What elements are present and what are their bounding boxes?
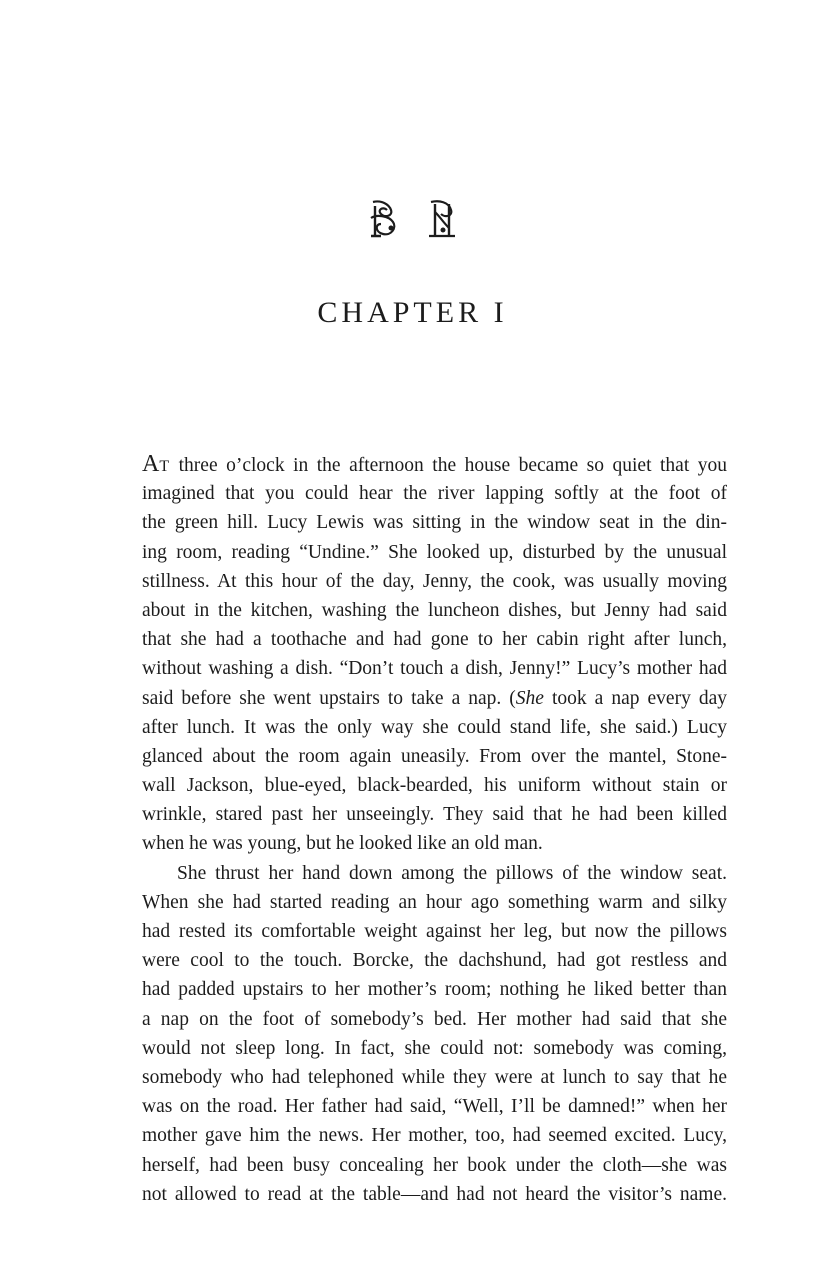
paragraph-line: when he was young, but he looked like an old man. [142,833,543,855]
paragraph-line: that she had a toothache and had gone to her cabin right after lunch, [142,629,727,651]
chapter-title: CHAPTER I [317,296,508,329]
paragraph-line: She thrust her hand down among the pillows of the window seat. [177,862,727,884]
opening-cap: A [142,451,160,477]
paragraph-line: AT three o’clock in the afternoon the house became so quiet that you [142,451,727,477]
paragraph-line: was on the road. Her father had said, “Well, I’ll be damned!” when her [142,1096,727,1118]
paragraph-line: the green hill. Lucy Lewis was sitting in the window seat in the din- [142,512,727,534]
paragraph-line: after lunch. It was the only way she could stand life, she said.) Lucy [142,716,727,738]
paragraph-line: a nap on the foot of somebody’s bed. Her mother had said that she [142,1008,727,1030]
paragraph-line: wrinkle, stared past her unseeingly. They said that he had been killed [142,804,727,826]
paragraph-line: imagined that you could hear the river lapping softly at the foot of [142,483,727,505]
paragraph-line: stillness. At this hour of the day, Jenny, the cook, was usually moving [142,570,727,592]
left-ornament-icon [367,198,401,240]
paragraph-line: herself, had been busy concealing her book under the cloth—she was [142,1154,727,1176]
paragraph-line: would not sleep long. In fact, she could not: somebody was coming, [142,1037,727,1059]
paragraph-line: wall Jackson, blue-eyed, black-bearded, his uniform without stain or [142,775,727,797]
opening-small-caps: T [159,458,171,475]
paragraph-line: somebody who had telephoned while they were at lunch to say that he [142,1066,727,1088]
paragraph-line: mother gave him the news. Her mother, too, had seemed excited. Lucy, [142,1125,727,1147]
paragraph-line: said before she went upstairs to take a nap. (She took a nap every day [142,687,728,709]
paragraph-line: had padded upstairs to her mother’s room; nothing he liked better than [142,979,727,1001]
paragraph-line: had rested its comfortable weight against her leg, but now the pillows [142,921,727,942]
chapter-ornament [0,198,825,246]
paragraph-line: about in the kitchen, washing the luncheon dishes, but Jenny had said [142,599,727,621]
paragraph-line: glanced about the room again uneasily. From over the mantel, Stone- [142,745,727,767]
chapter-body [142,450,727,1209]
paragraph-line: not allowed to read at the table—and had not heard the visitor’s name. [142,1183,727,1205]
paragraph-line: without washing a dish. “Don’t touch a dish, Jenny!” Lucy’s mother had [142,658,727,680]
paragraph-line: When she had started reading an hour ago something warm and silky [142,891,727,913]
right-ornament-icon [425,198,459,240]
italic-word: She [515,687,544,709]
paragraph-line: ing room, reading “Undine.” She looked up, disturbed by the unusual [142,541,727,563]
paragraph-line: were cool to the touch. Borcke, the dachshund, had got restless and [142,950,727,972]
